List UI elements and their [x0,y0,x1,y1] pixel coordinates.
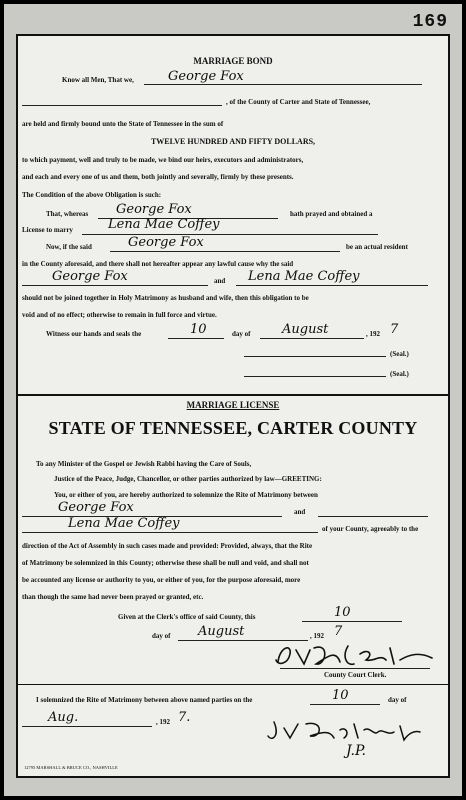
clerk-signature [270,640,436,670]
state-heading: STATE OF TENNESSEE, CARTER COUNTY [48,418,418,438]
bond-bride-name-2: Lena Mae Coffey [248,269,360,284]
bond-license-to-marry: License to marry [22,226,73,234]
bond-and: and [214,277,226,285]
license-title: MARRIAGE LICENSE [186,400,280,410]
seal-line-2 [244,376,386,377]
section-divider [18,394,448,396]
officiant-signature [264,716,424,744]
bride-line-2 [236,285,428,286]
bond-that-whereas: That, whereas [46,210,89,218]
license-than-though: than though the same had never been prayed or granted, etc. [22,593,204,601]
page-number: 169 [412,12,448,32]
bond-holy-matrimony: should not be joined together in Holy Matrimony as husband and wife, then this obligation to be [22,294,309,302]
groom-name-line [144,84,422,85]
bond-month: August [282,322,329,337]
bond-groom-name: George Fox [168,69,244,84]
license-solemnized: of Matrimony be solemnized in this County; otherwise these shall be null and void, and shall not [22,559,309,567]
printer-imprint: 12795 MARSHALL & BRUCE CO., NASHVILLE [24,765,118,770]
return-title: J.P. [346,743,367,759]
license-to-any-minister: To any Minister of the Gospel or Jewish Rabbi having the Care of Souls, [36,460,252,468]
license-and: and [294,508,306,516]
bond-bride-name: Lena Mae Coffey [108,217,220,232]
bond-day-line [168,338,224,339]
bond-year-prefix: , 192 [366,330,380,338]
groom-line-4 [22,285,208,286]
license-direction: direction of the Act of Assembly in such cases made and provided: Provided, always, that the Rite [22,542,313,550]
license-of-your-county: of your County, agreeably to the [322,525,419,533]
return-month-line [22,726,152,727]
license-bride-line [22,532,318,533]
license-and-line [318,516,428,517]
return-year-digit: 7. [178,710,191,725]
groom-line-3 [110,251,340,252]
marriage-form [16,34,450,778]
license-year-prefix: , 192 [310,632,324,640]
license-day-line [302,621,402,622]
bond-witness: Witness our hands and seals the [46,330,142,338]
bond-groom-name-4: George Fox [52,269,128,284]
clerk-title: County Court Clerk. [324,671,387,679]
license-day-of: day of [152,632,171,640]
clerk-line [280,668,430,669]
license-justice: Justice of the Peace, Judge, Chancellor, or other parties authorized by law—GREETING: [54,475,322,483]
license-year-digit: 7 [334,624,343,639]
bond-hath-prayed: hath prayed and obtained a [290,210,373,218]
seal-label-1: (Seal.) [390,350,409,358]
bond-jointly: and each and every one of us and them, both jointly and severally, firmly by these presents. [22,173,294,181]
bond-void: void and of no effect; otherwise to remain in full force and virtue. [22,311,217,319]
bond-amount: TWELVE HUNDRED AND FIFTY DOLLARS, [150,137,316,146]
bond-day-number: 10 [190,322,207,337]
return-year-prefix: , 192 [156,718,170,726]
return-solemnized: I solemnized the Rite of Matrimony between above named parties on the [36,696,253,704]
seal-label-2: (Seal.) [390,370,409,378]
bond-groom-name-3: George Fox [128,235,204,250]
return-day-number: 10 [332,688,349,703]
bond-county-line: , of the County of Carter and State of Tennessee, [226,98,371,106]
license-month: August [198,624,245,639]
license-groom-name: George Fox [58,500,134,515]
bond-payment: to which payment, well and truly to be made, we bind our heirs, executors and administrators, [22,156,304,164]
seal-line-1 [244,356,386,357]
return-month: Aug. [48,710,79,725]
bond-actual-resident: be an actual resident [346,243,408,251]
license-given-at: Given at the Clerk's office of said County, this [118,613,256,621]
blank-line [22,105,222,106]
bond-title: MARRIAGE BOND [193,56,273,66]
license-day-number: 10 [334,605,351,620]
register-page [4,4,462,796]
bond-day-of: day of [232,330,251,338]
return-divider [18,684,448,685]
bond-now-if: Now, if the said [46,243,92,251]
bond-month-line [260,338,364,339]
bond-held-bound: are held and firmly bound unto the State of Tennessee in the sum of [22,120,224,128]
return-day-line [310,704,380,705]
license-bride-name: Lena Mae Coffey [68,516,180,531]
bond-know-all: Know all Men, That we, [62,76,134,84]
bond-county-aforesaid: in the County aforesaid, and there shall not hereafter appear any lawful cause why the said [22,260,294,268]
bond-groom-name-2: George Fox [116,202,192,217]
return-day-of: day of [388,696,407,704]
license-accounted: be accounted any license or authority to you, or either of you, for the purpose aforesaid, more [22,576,301,584]
bride-line [82,234,378,235]
bond-year-digit: 7 [390,322,399,337]
license-you-or-either: You, or either of you, are hereby authorized to solemnize the Rite of Matrimony between [54,491,318,499]
bond-condition: The Condition of the above Obligation is such: [22,191,162,199]
